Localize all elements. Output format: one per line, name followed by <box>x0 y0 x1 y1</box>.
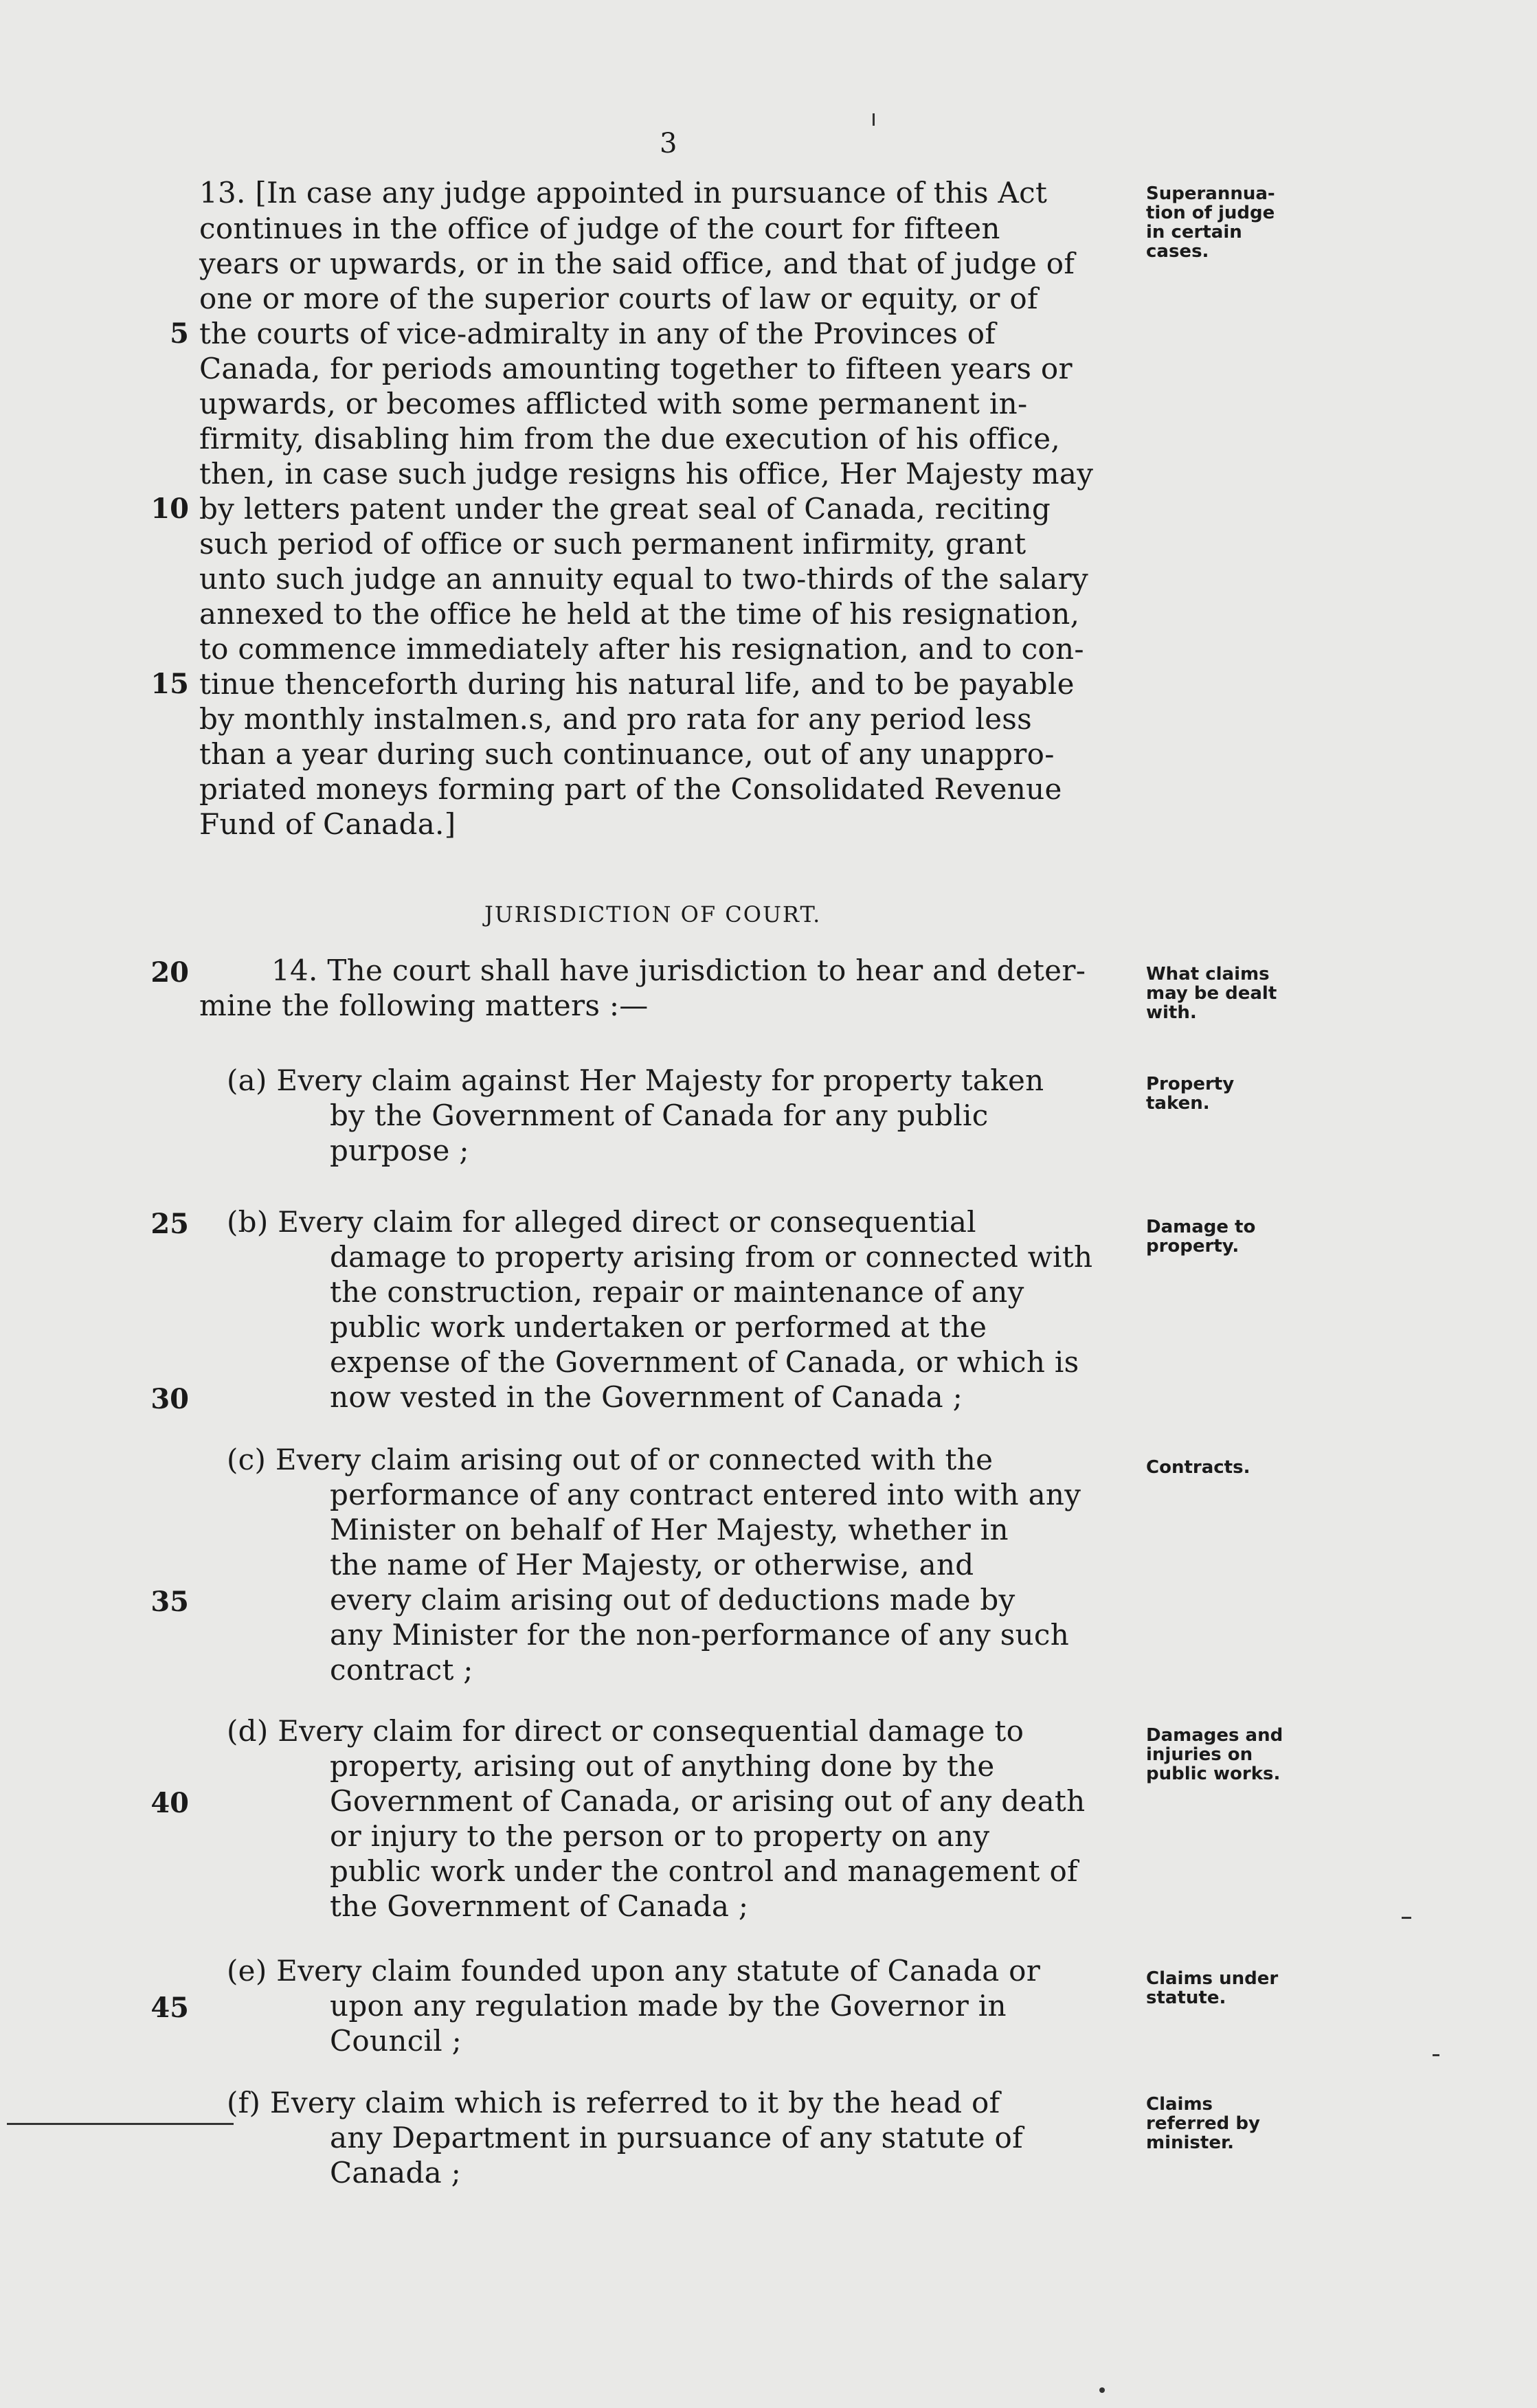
text-line: (a) Every claim against Her Majesty for property taken <box>227 1064 1044 1097</box>
ink-speck <box>1433 2054 1439 2056</box>
text-line: any Department in pursuance of any statute of <box>330 2121 1023 2154</box>
text-line: the construction, repair or maintenance of any <box>330 1275 1024 1309</box>
line-number: 30 <box>150 1383 189 1415</box>
line-number: 40 <box>150 1787 189 1819</box>
text-line: the Government of Canada ; <box>330 1889 749 1923</box>
margin-note: Property taken. <box>1146 1074 1235 1114</box>
text-line: (b) Every claim for alleged direct or consequential <box>227 1205 976 1239</box>
text-line: 13. [In case any judge appointed in pursuance of this Act <box>199 176 1048 210</box>
text-line: (c) Every claim arising out of or connected with the <box>227 1443 994 1476</box>
text-line: upwards, or becomes afflicted with some permanent in- <box>199 387 1028 420</box>
line-number: 5 <box>170 317 189 350</box>
margin-note: Superannua- tion of judge in certain cases. <box>1146 183 1275 262</box>
text-line: years or upwards, or in the said office, and that of judge of <box>199 247 1075 280</box>
line-number: 45 <box>150 1992 189 2024</box>
text-line: public work undertaken or performed at the <box>330 1310 987 1344</box>
text-line: Minister on behalf of Her Majesty, whether in <box>330 1513 1009 1546</box>
text-line: priated moneys forming part of the Consolidated Revenue <box>199 772 1062 806</box>
text-line: public work under the control and management of <box>330 1854 1078 1888</box>
text-line: by the Government of Canada for any public <box>330 1099 989 1132</box>
margin-note: Contracts. <box>1146 1457 1250 1478</box>
section-heading: JURISDICTION OF COURT. <box>484 901 822 927</box>
text-line: or injury to the person or to property on any <box>330 1819 990 1853</box>
text-line: the name of Her Majesty, or otherwise, and <box>330 1548 974 1582</box>
text-line: by letters patent under the great seal of Canada, reciting <box>199 492 1051 526</box>
text-line: the courts of vice-admiralty in any of the Provinces of <box>199 317 996 350</box>
line-number: 20 <box>150 956 189 989</box>
text-line: one or more of the superior courts of law or equity, or of <box>199 282 1038 315</box>
margin-note: What claims may be dealt with. <box>1146 964 1277 1023</box>
text-line: Council ; <box>330 2024 462 2058</box>
line-number: 10 <box>150 493 189 525</box>
text-line: annexed to the office he held at the time of his resignation, <box>199 597 1080 631</box>
text-line: such period of office or such permanent infirmity, grant <box>199 527 1026 561</box>
text-line: (e) Every claim founded upon any statute of Canada or <box>227 1954 1041 1988</box>
text-line: tinue thenceforth during his natural life, and to be payable <box>199 667 1075 701</box>
text-line: upon any regulation made by the Governor in <box>330 1989 1007 2023</box>
margin-note: Damage to property. <box>1146 1217 1256 1257</box>
text-line: mine the following matters :— <box>199 989 649 1022</box>
page-number: 3 <box>660 128 677 159</box>
text-line: performance of any contract entered into with any <box>330 1478 1081 1511</box>
text-line: continues in the office of judge of the court for fifteen <box>199 212 1000 245</box>
ink-speck <box>873 113 875 126</box>
text-line: unto such judge an annuity equal to two-thirds of the salary <box>199 562 1089 596</box>
text-line: now vested in the Government of Canada ; <box>330 1380 963 1414</box>
text-line: firmity, disabling him from the due execution of his office, <box>199 422 1061 455</box>
margin-note: Claims under statute. <box>1146 1968 1279 2008</box>
text-line: to commence immediately after his resignation, and to con- <box>199 632 1084 666</box>
margin-note: Damages and injuries on public works. <box>1146 1725 1283 1784</box>
line-number: 15 <box>150 668 189 700</box>
text-line: Fund of Canada.] <box>199 807 456 841</box>
text-line: damage to property arising from or connected with <box>330 1240 1093 1274</box>
text-line: 14. The court shall have jurisdiction to hear and deter- <box>271 954 1086 987</box>
ink-speck <box>1099 2387 1105 2393</box>
text-line: by monthly instalmen.s, and pro rata for any period less <box>199 702 1032 736</box>
text-line: than a year during such continuance, out of any unappro- <box>199 737 1055 771</box>
text-line: (f) Every claim which is referred to it by the head of <box>227 2086 1000 2119</box>
text-line: then, in case such judge resigns his office, Her Majesty may <box>199 457 1094 491</box>
text-line: Government of Canada, or arising out of any death <box>330 1784 1086 1818</box>
text-line: contract ; <box>330 1653 473 1687</box>
ink-speck <box>1402 1917 1411 1919</box>
text-line: purpose ; <box>330 1134 469 1167</box>
pencil-mark <box>7 2123 234 2125</box>
text-line: property, arising out of anything done by the <box>330 1749 995 1783</box>
text-line: expense of the Government of Canada, or which is <box>330 1345 1079 1379</box>
text-line: Canada, for periods amounting together to fifteen years or <box>199 352 1073 385</box>
text-line: (d) Every claim for direct or consequential damage to <box>227 1714 1024 1748</box>
text-line: every claim arising out of deductions made by <box>330 1583 1016 1617</box>
margin-note: Claims referred by minister. <box>1146 2094 1260 2153</box>
text-line: any Minister for the non-performance of any such <box>330 1618 1070 1652</box>
text-line: Canada ; <box>330 2156 462 2190</box>
line-number: 25 <box>150 1208 189 1240</box>
line-number: 35 <box>150 1586 189 1618</box>
